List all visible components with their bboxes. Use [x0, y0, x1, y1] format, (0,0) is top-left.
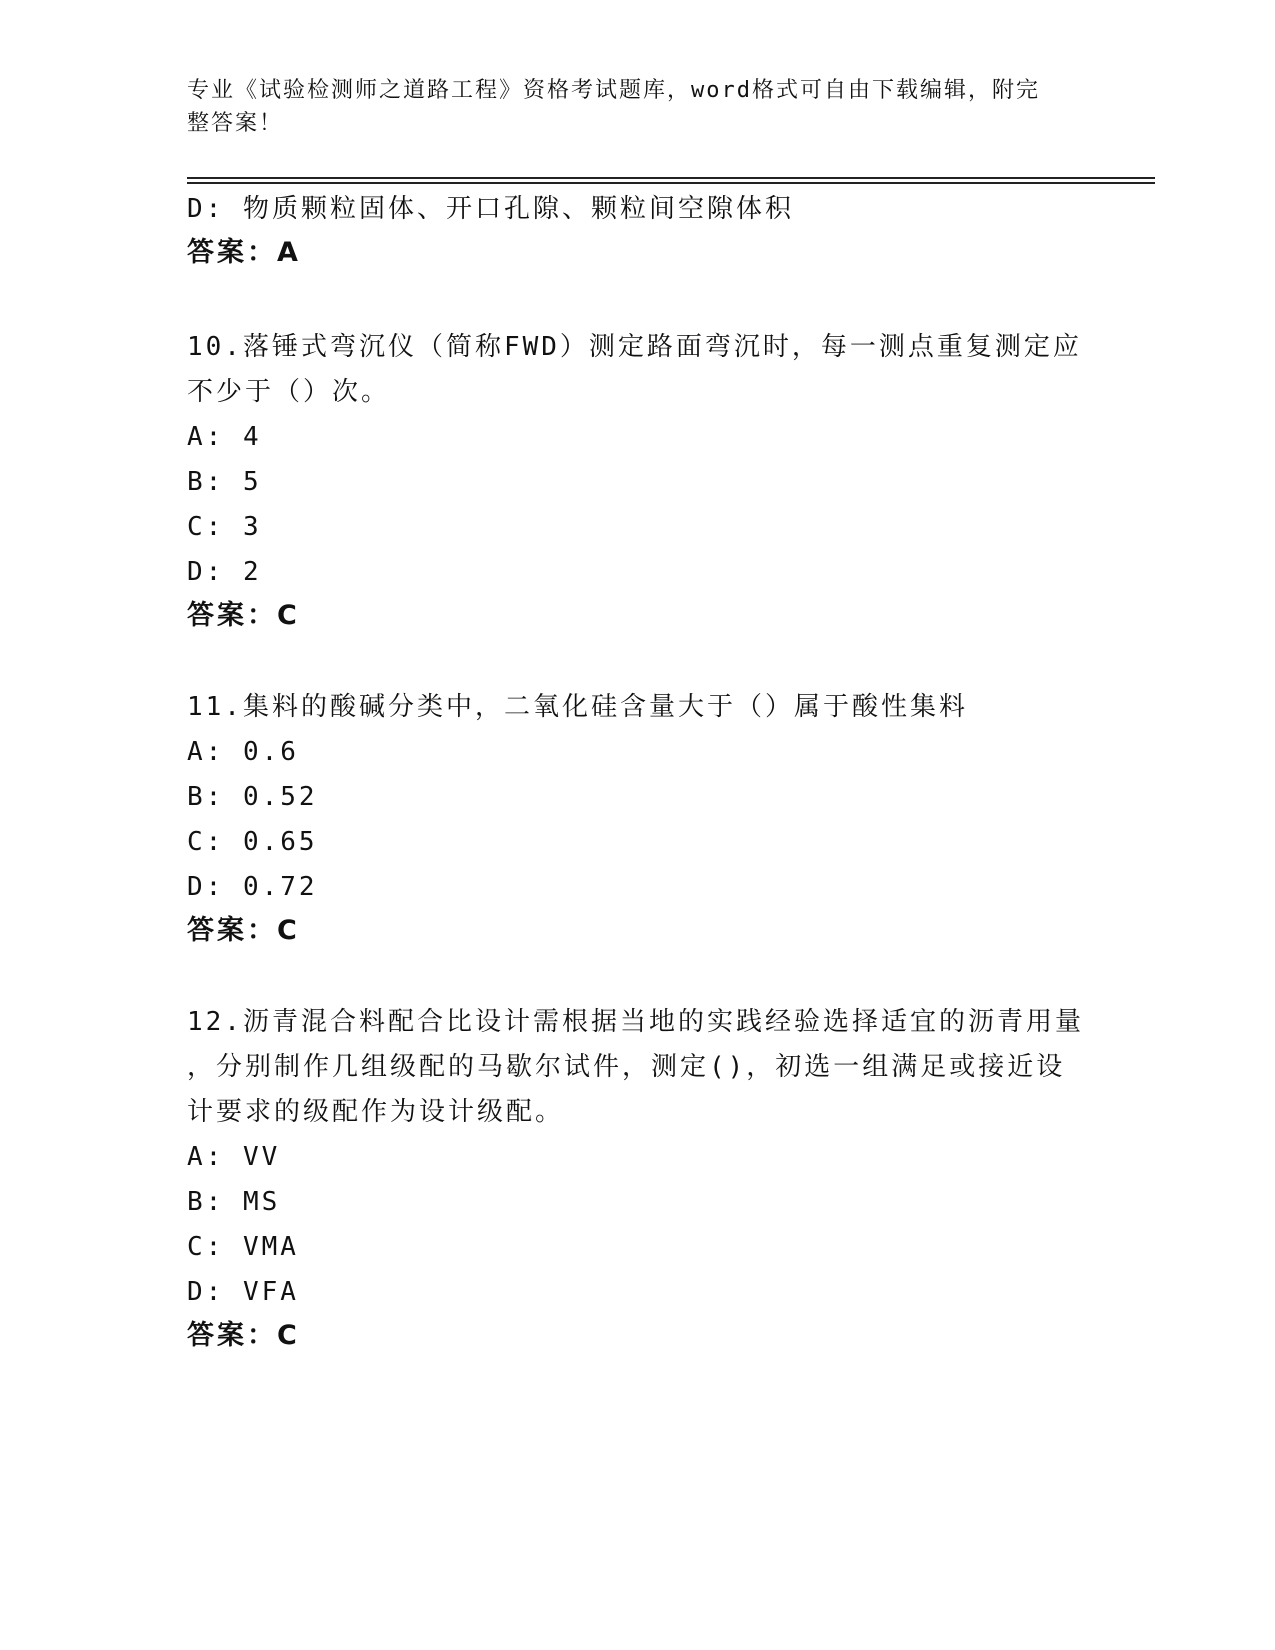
q9-option-d: D: 物质颗粒固体、开口孔隙、颗粒间空隙体积 — [187, 194, 794, 224]
header-rule-top — [187, 177, 1155, 179]
q11-answer: 答案：C — [187, 915, 300, 946]
q11-option-c: C: 0.65 — [187, 827, 318, 857]
q12-stem-line-3: 计要求的级配作为设计级配。 — [187, 1097, 565, 1127]
q11-option-b: B: 0.52 — [187, 782, 318, 812]
header-rule-bottom — [187, 182, 1155, 184]
q10-option-a: A: 4 — [187, 422, 262, 452]
q12-stem-line-2: ，分别制作几组级配的马歇尔试件，测定()，初选一组满足或接近设 — [187, 1052, 1066, 1082]
q10-stem-line-1: 10.落锤式弯沉仪（简称FWD）测定路面弯沉时，每一测点重复测定应 — [187, 332, 1082, 362]
q11-option-a: A: 0.6 — [187, 737, 299, 767]
q10-option-b: B: 5 — [187, 467, 262, 497]
q10-option-c: C: 3 — [187, 512, 262, 542]
q11-stem-line-1: 11.集料的酸碱分类中，二氧化硅含量大于（）属于酸性集料 — [187, 692, 968, 722]
q12-answer: 答案：C — [187, 1320, 300, 1351]
header-note-line-1: 专业《试验检测师之道路工程》资格考试题库，word格式可自由下载编辑，附完 — [187, 78, 1040, 103]
q12-option-b: B: MS — [187, 1187, 281, 1217]
q11-option-d: D: 0.72 — [187, 872, 318, 902]
q12-option-d: D: VFA — [187, 1277, 299, 1307]
q12-option-c: C: VMA — [187, 1232, 299, 1262]
q10-stem-line-2: 不少于（）次。 — [187, 377, 391, 407]
document-header-note — [187, 74, 1067, 140]
q12-option-a: A: VV — [187, 1142, 281, 1172]
q12-stem-line-1: 12.沥青混合料配合比设计需根据当地的实践经验选择适宜的沥青用量 — [187, 1007, 1084, 1037]
q10-answer: 答案：C — [187, 600, 300, 631]
header-note-line-2: 整答案！ — [187, 111, 284, 136]
q10-option-d: D: 2 — [187, 557, 262, 587]
q9-answer: 答案：A — [187, 237, 301, 268]
